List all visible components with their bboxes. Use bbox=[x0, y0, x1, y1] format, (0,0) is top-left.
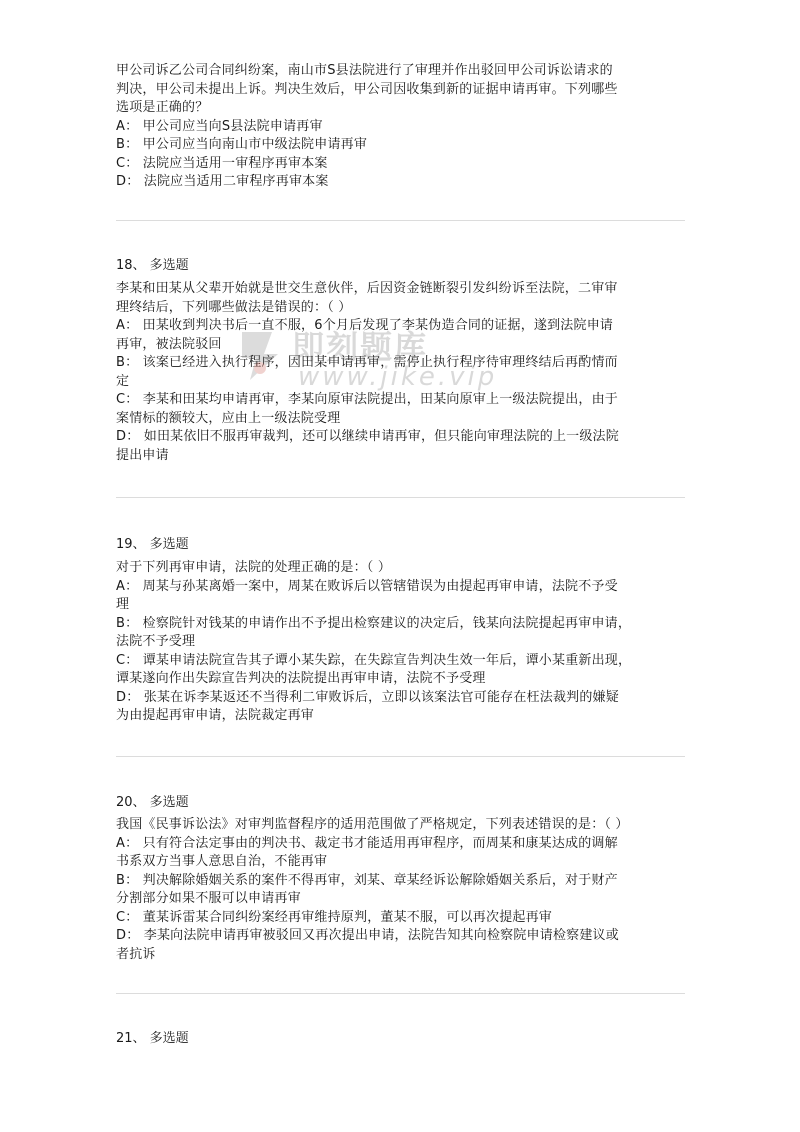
option-c-cont: 案情标的额较大，应由上一级法院受理 bbox=[116, 410, 341, 426]
question-text: 我国《民事诉讼法》对审判监督程序的适用范围做了严格规定，下列表述错误的是：（ ） bbox=[116, 817, 629, 832]
divider bbox=[116, 993, 685, 994]
option-d: D： 李某向法院申请再审被驳回又再次提出申请，法院告知其向检察院申请检察建议或 bbox=[116, 928, 619, 943]
option-d-cont: 为由提起再审申请，法院裁定再审 bbox=[116, 708, 315, 723]
option-a: A： 周某与孙某离婚一案中，周某在败诉后以管辖错误为由提起再审申请，法院不予受 bbox=[116, 578, 618, 594]
option-b-cont: 分割部分如果不服可以申请再审 bbox=[116, 891, 301, 906]
question-20 bbox=[116, 794, 686, 813]
option-c: C： 法院应当适用一审程序再审本案 bbox=[116, 155, 328, 171]
question-text: 判决，甲公司未提出上诉。判决生效后，甲公司因收集到新的证据申请再审。下列哪些 bbox=[116, 81, 618, 97]
question-text: 对于下列再审申请，法院的处理正确的是：（ ） bbox=[116, 560, 392, 575]
option-d-cont: 提出申请 bbox=[116, 447, 169, 463]
option-a: A： 田某收到判决书后一直不服，6个月后发现了李某伪造合同的证据，遂到法院申请 bbox=[116, 318, 614, 333]
option-b: B： 甲公司应当向南山市中级法院申请再审 bbox=[116, 137, 368, 152]
option-c: C： 谭某申请法院宣告其子谭小某失踪，在失踪宣告判决生效一年后，谭小某重新出现， bbox=[116, 652, 632, 668]
divider bbox=[116, 497, 685, 498]
option-d-cont: 者抗诉 bbox=[116, 946, 156, 962]
question-18 bbox=[116, 257, 686, 276]
question-header: 20、 多选题 bbox=[116, 795, 189, 810]
watermark-site: www.jike.vip bbox=[298, 362, 498, 392]
option-d: D： 法院应当适用二审程序再审本案 bbox=[116, 174, 329, 189]
question-header: 19、 多选题 bbox=[116, 537, 189, 552]
question-21 bbox=[116, 1030, 686, 1049]
option-b: B： 该案已经进入执行程序，因田某申请再审，需停止执行程序待审理终结后再酌情而 bbox=[116, 355, 618, 370]
question-19 bbox=[116, 536, 686, 555]
question-text: 选项是正确的？ bbox=[116, 100, 209, 115]
question-header: 21、 多选题 bbox=[116, 1031, 189, 1046]
question-17 bbox=[116, 62, 686, 192]
option-d: D： 如田某依旧不服再审裁判，还可以继续申请再审，但只能向审理法院的上一级法院 bbox=[116, 429, 619, 444]
divider bbox=[116, 756, 685, 757]
option-c: C： 董某诉雷某合同纠纷案经再审维持原判，董某不服，可以再次提起再审 bbox=[116, 909, 553, 925]
question-header: 18、 多选题 bbox=[116, 258, 189, 273]
question-20-body bbox=[116, 816, 686, 964]
option-b-cont: 定 bbox=[116, 373, 130, 389]
option-a: A： 甲公司应当向S县法院申请再审 bbox=[116, 118, 323, 134]
option-b: B： 判决解除婚姻关系的案件不得再审，刘某、章某经诉讼解除婚姻关系后，对于财产 bbox=[116, 872, 618, 888]
watermark-brand: 即刻题库 bbox=[292, 328, 429, 366]
option-b-cont: 法院不予受理 bbox=[116, 634, 196, 649]
question-text: 甲公司诉乙公司合同纠纷案，南山市S县法院进行了审理并作出驳回甲公司诉讼请求的 bbox=[116, 63, 613, 78]
divider bbox=[116, 220, 685, 221]
option-a-cont: 书系双方当事人意思自治，不能再审 bbox=[116, 854, 328, 869]
option-a-cont: 再审，被法院驳回 bbox=[116, 336, 222, 352]
question-18-body bbox=[116, 280, 686, 465]
option-a: A： 只有符合法定事由的判决书、裁定书才能适用再审程序，而周某和康某达成的调解 bbox=[116, 835, 618, 851]
question-text: 理终结后，下列哪些做法是错误的：（ ） bbox=[116, 299, 352, 315]
option-c: C： 李某和田某均申请再审，李某向原审法院提出，田某向原审上一级法院提出，由于 bbox=[116, 392, 619, 407]
option-d: D： 张某在诉李某返还不当得利二审败诉后，立即以该案法官可能存在枉法裁判的嫌疑 bbox=[116, 689, 619, 705]
option-c-cont: 谭某遂向作出失踪宣告判决的法院提出再审申请，法院不予受理 bbox=[116, 671, 486, 686]
question-19-body bbox=[116, 559, 686, 726]
option-a-cont: 理 bbox=[116, 597, 130, 612]
option-b: B： 检察院针对钱某的申请作出不予提出检察建议的决定后，钱某向法院提起再审申请， bbox=[116, 615, 632, 631]
question-text: 李某和田某从父辈开始就是世交生意伙伴，后因资金链断裂引发纠纷诉至法院，二审审 bbox=[116, 281, 618, 296]
